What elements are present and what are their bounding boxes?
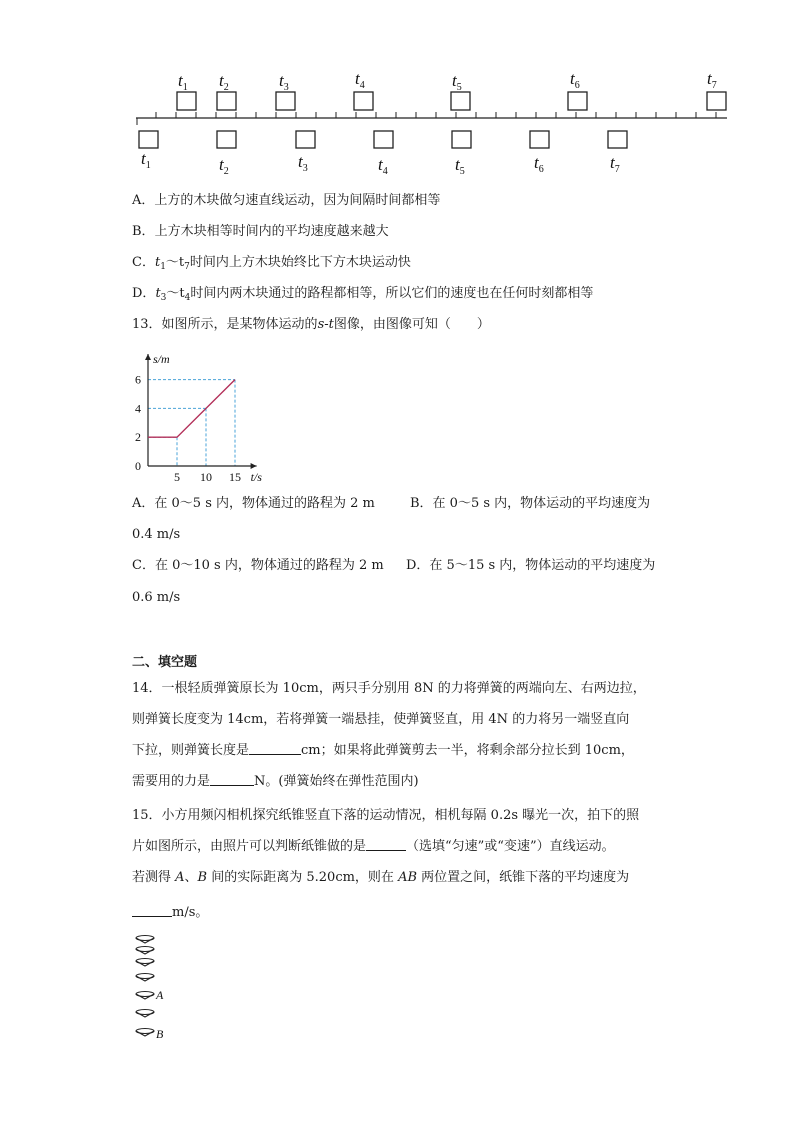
q13-stem: 13．如图所示，是某物体运动的s-t图像，由图像可知（ ） [132, 317, 490, 332]
st-chart [128, 342, 308, 487]
cone-6 [136, 1010, 154, 1018]
q14 [132, 673, 672, 797]
bottom-label-5: $t_5$ [455, 155, 465, 177]
q15-line1: 15．小方用频闪相机探究纸锥竖直下落的运动情况，相机每隔 0.2s 曝光一次，拍下的照 [132, 808, 640, 823]
x-axis-label: t/s [250, 470, 262, 484]
top-block-3 [276, 92, 295, 110]
cone-label-a: A [156, 988, 164, 1002]
top-label-3: $t_3$ [279, 71, 289, 93]
cone-4 [136, 974, 154, 982]
x-tick-label-5: 5 [174, 470, 180, 484]
top-label-7: $t_7$ [707, 69, 717, 91]
bottom-block-7 [608, 131, 627, 148]
bottom-block-3 [296, 131, 315, 148]
block-timing-figure [0, 60, 794, 180]
y-axis-label: s/m [153, 352, 170, 366]
origin-label: 0 [135, 459, 141, 473]
bottom-block-1 [139, 131, 158, 148]
x-tick-label-15: 15 [229, 470, 241, 484]
q12-option-c: C．$t_1\sim t_7$时间内上方木块始终比下方木块运动快 [132, 255, 411, 272]
q14-line1: 14．一根轻质弹簧原长为 10cm，两只手分别用 8N 的力将弹簧的两端向左、右两边拉， [132, 681, 646, 696]
option-label: A． [132, 193, 155, 208]
cone-7-b [136, 1029, 154, 1037]
q12-option-d: D．$t_3\sim t_4$时间内两木块通过的路程都相等，所以它们的速度也在任何时刻都相等 [132, 286, 594, 303]
top-block-1 [177, 92, 196, 110]
answer-blank-speed[interactable] [132, 904, 172, 917]
q13-option-c: C．在 0～10 s 内，物体通过的路程为 2 m [132, 558, 384, 573]
section2-heading: 二、填空题 [132, 655, 198, 670]
option-label: B． [132, 224, 155, 239]
y-axis-arrow [145, 354, 151, 360]
q14-line3: 下拉，则弹簧长度是 cm；如果将此弹簧剪去一半，将剩余部分拉长到 10cm， [132, 743, 634, 758]
option-text: 时间内上方木块始终比下方木块运动快 [189, 255, 411, 270]
bottom-label-6: $t_6$ [534, 153, 544, 175]
q15-line2: 片如图所示，由照片可以判断纸锥做的是 （选填“匀速”或“变速”）直线运动。 [132, 839, 615, 854]
x-tick-label-10: 10 [200, 470, 212, 484]
cone-1 [136, 936, 154, 944]
answer-blank-force[interactable] [210, 773, 254, 786]
q15-line4: m/s。 [132, 897, 672, 928]
bottom-label-3: $t_3$ [298, 152, 308, 174]
bottom-label-1: $t_1$ [141, 149, 151, 171]
bottom-blocks [139, 131, 627, 148]
top-label-5: $t_5$ [452, 71, 462, 93]
answer-blank-length[interactable] [249, 742, 301, 755]
option-label: D． [132, 286, 156, 301]
option-text: 上方木块相等时间内的平均速度越来越大 [154, 224, 389, 239]
bottom-label-2: $t_2$ [219, 155, 229, 177]
q13-option-d: D．在 5～15 s 内，物体运动的平均速度为 [406, 558, 656, 573]
q14-line2: 则弹簧长度变为 14cm，若将弹簧一端悬挂，使弹簧竖直，用 4N 的力将另一端竖直向 [132, 712, 630, 727]
q13-option-a: A．在 0～5 s 内，物体通过的路程为 2 m [132, 496, 375, 511]
q12-option-b [132, 223, 389, 241]
cone-3 [136, 959, 154, 967]
q15 [132, 800, 672, 928]
q12-option-a [132, 192, 440, 210]
series-line-0 [148, 380, 235, 438]
option-text: 上方的木块做匀速直线运动，因为间隔时间都相等 [154, 193, 441, 208]
bottom-block-6 [530, 131, 549, 148]
y-tick-label-2: 2 [135, 430, 141, 445]
top-block-7 [707, 92, 726, 110]
top-block-6 [568, 92, 587, 110]
bottom-block-5 [452, 131, 471, 148]
answer-blank-motion[interactable] [366, 838, 406, 851]
top-label-2: $t_2$ [219, 71, 229, 93]
option-text: 时间内两木块通过的路程都相等，所以它们的速度也在任何时刻都相等 [190, 286, 594, 301]
top-label-1: $t_1$ [178, 71, 188, 93]
q13-option-b: B．在 0～5 s 内，物体运动的平均速度为 [410, 496, 651, 511]
y-tick-label-6: 6 [135, 372, 141, 387]
cone-2 [136, 947, 154, 955]
paper-cone-figure [130, 932, 190, 1042]
cone-label-b: B [156, 1027, 164, 1041]
top-block-4 [354, 92, 373, 110]
top-block-5 [451, 92, 470, 110]
top-label-4: $t_4$ [355, 69, 365, 91]
cone-5-a [136, 992, 154, 1000]
bottom-block-4 [374, 131, 393, 148]
bottom-label-4: $t_4$ [378, 155, 388, 177]
top-blocks [177, 92, 726, 110]
bottom-label-7: $t_7$ [610, 153, 620, 175]
top-block-2 [217, 92, 236, 110]
top-label-6: $t_6$ [570, 69, 580, 91]
q15-line3: 若测得 A、B 间的实际距离为 5.20cm，则在 AB 两位置之间，纸锥下落的平均速度为 [132, 870, 630, 885]
x-axis-arrow [251, 463, 257, 469]
bottom-block-2 [217, 131, 236, 148]
option-label: C． [132, 255, 155, 270]
q13-option-d-cont: 0.6 m/s [132, 590, 181, 605]
q14-line4: 需要用的力是 N。(弹簧始终在弹性范围内) [132, 774, 419, 789]
y-tick-label-4: 4 [135, 401, 141, 416]
q13-option-b-cont: 0.4 m/s [132, 527, 181, 542]
